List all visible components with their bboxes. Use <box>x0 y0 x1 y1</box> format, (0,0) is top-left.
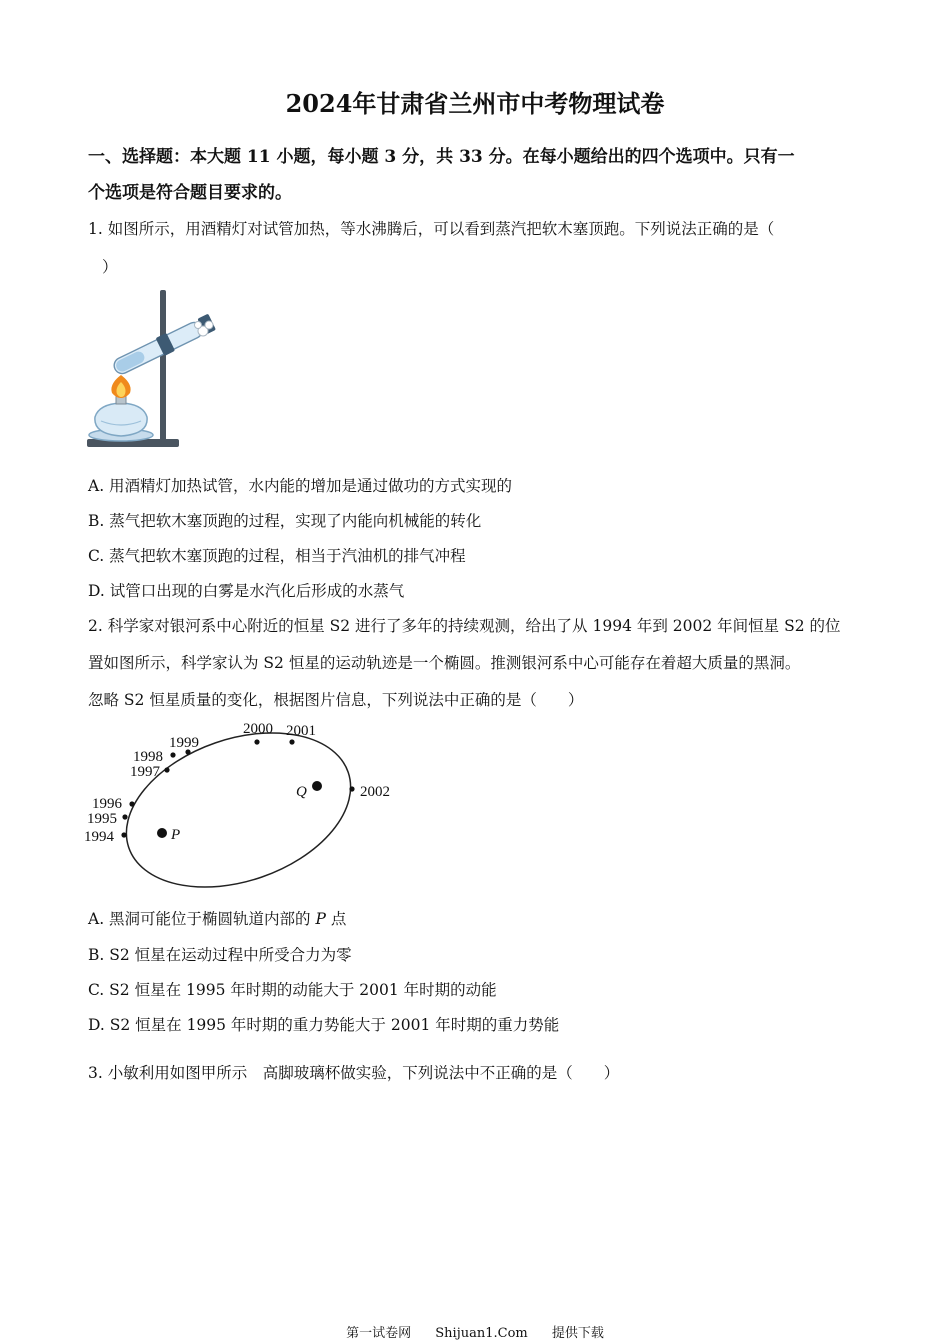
orbit-point-1996 <box>129 801 134 806</box>
year-label-1998: 1998 <box>133 749 163 765</box>
q2-stem-line2: 置如图所示，科学家认为 S2 恒星的运动轨迹是一个椭圆。推测银河系中心可能存在着超大质量的黑洞。 <box>88 654 801 672</box>
stand-rod <box>160 290 166 442</box>
orbit-point-2000 <box>254 739 259 744</box>
footer-site-en: Shijuan1.Com <box>435 1326 528 1341</box>
year-label-1994: 1994 <box>84 829 114 845</box>
section-heading-line1: 一、选择题：本大题 11 小题，每小题 3 分，共 33 分。在每小题给出的四个选项中。只有一 <box>88 147 795 167</box>
page-footer <box>0 1324 950 1344</box>
point-q-dot <box>312 781 322 791</box>
q2-stem-line3: 忽略 S2 恒星质量的变化，根据图片信息，下列说法中正确的是（ ） <box>88 691 584 709</box>
alcohol-lamp <box>89 393 153 441</box>
orbit-point-1995 <box>122 814 127 819</box>
orbit-ellipse <box>106 716 372 892</box>
q1-option-a: A. 用酒精灯加热试管，水内能的增加是通过做功的方式实现的 <box>88 477 513 495</box>
footer-download: 提供下载 <box>551 1326 604 1341</box>
s2-orbit-figure <box>80 716 400 892</box>
q2-option-a-prefix: A. 黑洞可能位于椭圆轨道内部的 <box>88 910 316 928</box>
orbit-point-1998 <box>170 752 175 757</box>
q3-stem: 3. 小敏利用如图甲所示 高脚玻璃杯做实验，下列说法中不正确的是（ ） <box>88 1064 620 1082</box>
flame-icon <box>111 375 130 398</box>
year-label-2002: 2002 <box>360 784 390 800</box>
orbit-point-2002 <box>349 786 354 791</box>
footer-site-cn: 第一试卷网 <box>346 1326 412 1341</box>
year-label-1995: 1995 <box>87 811 117 827</box>
q2-stem-line1: 2. 科学家对银河系中心附近的恒星 S2 进行了多年的持续观测，给出了从 1994 年到 2002 年间恒星 S2 的位 <box>88 617 841 635</box>
q1-option-d: D. 试管口出现的白雾是水汽化后形成的水蒸气 <box>88 582 405 600</box>
q1-stem-line1: 1. 如图所示，用酒精灯对试管加热，等水沸腾后，可以看到蒸汽把软木塞顶跑。下列说法正确的是（ <box>88 220 775 238</box>
point-p-dot <box>157 828 167 838</box>
q2-option-d: D. S2 恒星在 1995 年时期的重力势能大于 2001 年时期的重力势能 <box>88 1016 560 1034</box>
q1-stem-line2: ） <box>102 258 118 276</box>
q2-option-c: C. S2 恒星在 1995 年时期的动能大于 2001 年时期的动能 <box>88 981 497 999</box>
q1-option-b: B. 蒸气把软木塞顶跑的过程，实现了内能向机械能的转化 <box>88 512 482 530</box>
year-label-1999: 1999 <box>169 735 199 751</box>
q2-option-a-point: P <box>315 910 326 928</box>
year-label-2000: 2000 <box>243 721 273 737</box>
year-label-2001: 2001 <box>286 723 316 739</box>
point-q-label: Q <box>296 784 307 800</box>
point-p-label: P <box>171 827 181 843</box>
orbit-point-2001 <box>289 739 294 744</box>
q1-option-c: C. 蒸气把软木塞顶跑的过程，相当于汽油机的排气冲程 <box>88 547 466 565</box>
page-title: 2024年甘肃省兰州市中考物理试卷 <box>285 89 665 118</box>
q2-option-b: B. S2 恒星在运动过程中所受合力为零 <box>88 946 352 964</box>
q2-option-a <box>88 907 346 931</box>
orbit-point-1997 <box>164 767 169 772</box>
alcohol-lamp-test-tube-figure <box>85 287 225 453</box>
orbit-point-1994 <box>121 832 126 837</box>
year-label-1996: 1996 <box>92 796 122 812</box>
section-heading-line2: 个选项是符合题目要求的。 <box>88 183 292 203</box>
year-label-1997: 1997 <box>130 764 160 780</box>
q2-option-a-suffix: 点 <box>325 910 347 928</box>
